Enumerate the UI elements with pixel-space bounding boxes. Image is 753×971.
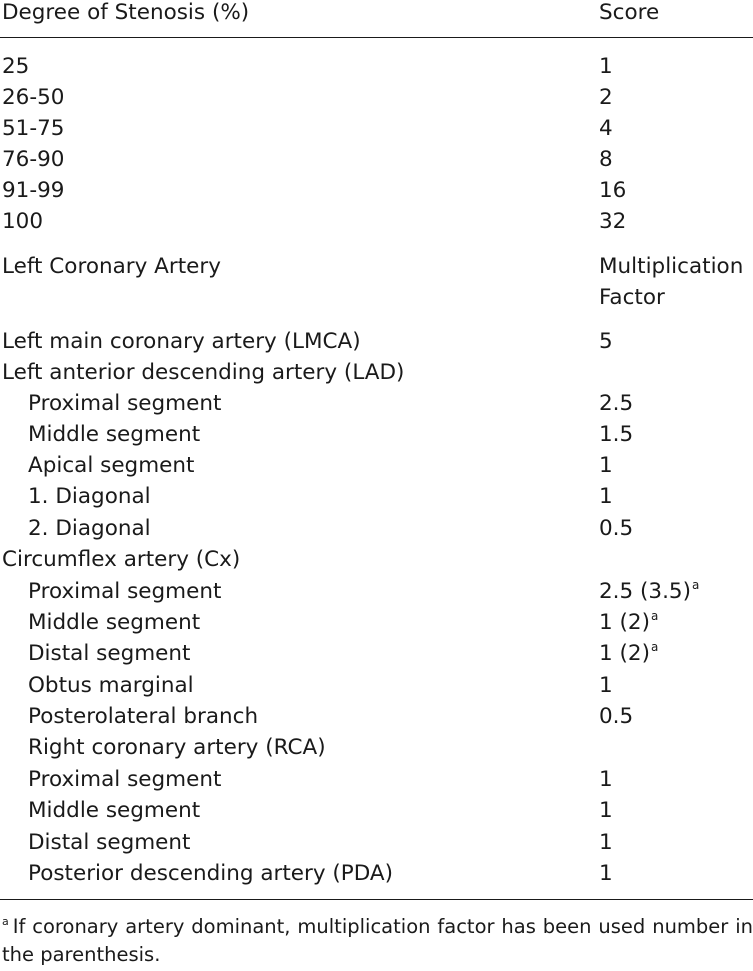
table-row (0, 858, 753, 889)
stenosis-score: 8 (599, 147, 613, 172)
table-row (0, 144, 753, 175)
artery-factor: 1 (599, 484, 613, 509)
table-row (0, 670, 753, 701)
artery-factor: 1 (599, 798, 613, 823)
artery-name: Left main coronary artery (LMCA) (2, 329, 361, 354)
table-row (0, 544, 753, 575)
stenosis-score: 32 (599, 209, 627, 234)
footnote-marker: a (650, 640, 659, 654)
artery-factor: 2.5 (599, 391, 634, 416)
table-bottom-rule (0, 899, 753, 900)
table-row (0, 638, 753, 669)
stenosis-range: 91-99 (2, 178, 65, 203)
artery-name: 1. Diagonal (28, 484, 151, 509)
stenosis-range: 100 (2, 209, 44, 234)
artery-factor: 1 (599, 767, 613, 792)
table-row (0, 450, 753, 481)
table-row (0, 419, 753, 450)
artery-factor-value: 2.5 (3.5) (599, 579, 691, 604)
header-rule (0, 37, 753, 38)
footnote-text: If coronary artery dominant, multiplication factor has been used number in the parenthesis. (2, 915, 753, 966)
artery-factor: 0.5 (599, 516, 634, 541)
table-row (0, 206, 753, 237)
table-row (0, 388, 753, 419)
footnote-marker: a (650, 609, 659, 623)
artery-name: Obtus marginal (28, 673, 194, 698)
table-row (0, 113, 753, 144)
stenosis-score: 2 (599, 85, 613, 110)
artery-name: Apical segment (28, 453, 195, 478)
artery-factor: 1 (599, 453, 613, 478)
artery-factor: 1 (599, 861, 613, 886)
table-row (0, 481, 753, 512)
artery-factor-value: 1 (2) (599, 641, 650, 666)
table-row (0, 827, 753, 858)
table-row (0, 51, 753, 82)
table-row (0, 764, 753, 795)
artery-factor: 1 (599, 673, 613, 698)
header-degree-of-stenosis: Degree of Stenosis (%) (2, 0, 250, 25)
artery-name: Middle segment (28, 610, 201, 635)
header-score: Score (599, 0, 660, 25)
table-row (0, 513, 753, 544)
table-row (0, 326, 753, 357)
left-coronary-artery-heading: Left Coronary Artery (2, 254, 221, 279)
table-footnote (2, 913, 753, 969)
stenosis-score: 4 (599, 116, 613, 141)
table-row (0, 576, 753, 607)
stenosis-score: 1 (599, 54, 613, 79)
multiplication-factor-heading (599, 251, 749, 313)
artery-name: Left anterior descending artery (LAD) (2, 360, 405, 385)
multiplication-factor-line2: Factor (599, 285, 665, 310)
table-row (0, 732, 753, 763)
artery-name: Distal segment (28, 641, 191, 666)
artery-factor: 1.5 (599, 422, 634, 447)
artery-name: Proximal segment (28, 579, 222, 604)
artery-factor: 5 (599, 329, 613, 354)
footnote-marker: a (692, 578, 700, 592)
footnote-marker: a (2, 915, 9, 928)
table-row (0, 701, 753, 732)
table-row (0, 357, 753, 388)
artery-factor: 1 (599, 830, 613, 855)
table-row (0, 82, 753, 113)
stenosis-range: 26-50 (2, 85, 65, 110)
table-row (0, 607, 753, 638)
stenosis-range: 76-90 (2, 147, 65, 172)
artery-name: 2. Diagonal (28, 516, 151, 541)
artery-name: Middle segment (28, 798, 201, 823)
artery-factor (599, 638, 658, 669)
artery-factor-value: 1 (2) (599, 610, 650, 635)
artery-name: Distal segment (28, 830, 191, 855)
artery-factor (599, 576, 699, 607)
artery-name: Posterolateral branch (28, 704, 259, 729)
artery-name: Right coronary artery (RCA) (28, 735, 326, 760)
artery-factor: 0.5 (599, 704, 634, 729)
table-row (0, 175, 753, 206)
stenosis-range: 51-75 (2, 116, 65, 141)
artery-name: Proximal segment (28, 767, 222, 792)
stenosis-score: 16 (599, 178, 627, 203)
artery-name: Posterior descending artery (PDA) (28, 861, 394, 886)
stenosis-range: 25 (2, 54, 30, 79)
artery-factor (599, 607, 658, 638)
artery-name: Middle segment (28, 422, 201, 447)
artery-name: Proximal segment (28, 391, 222, 416)
table-row (0, 795, 753, 826)
multiplication-factor-line1: Multiplication (599, 254, 744, 279)
artery-name: Circumflex artery (Cx) (2, 547, 241, 572)
table-header-row (0, 0, 753, 28)
